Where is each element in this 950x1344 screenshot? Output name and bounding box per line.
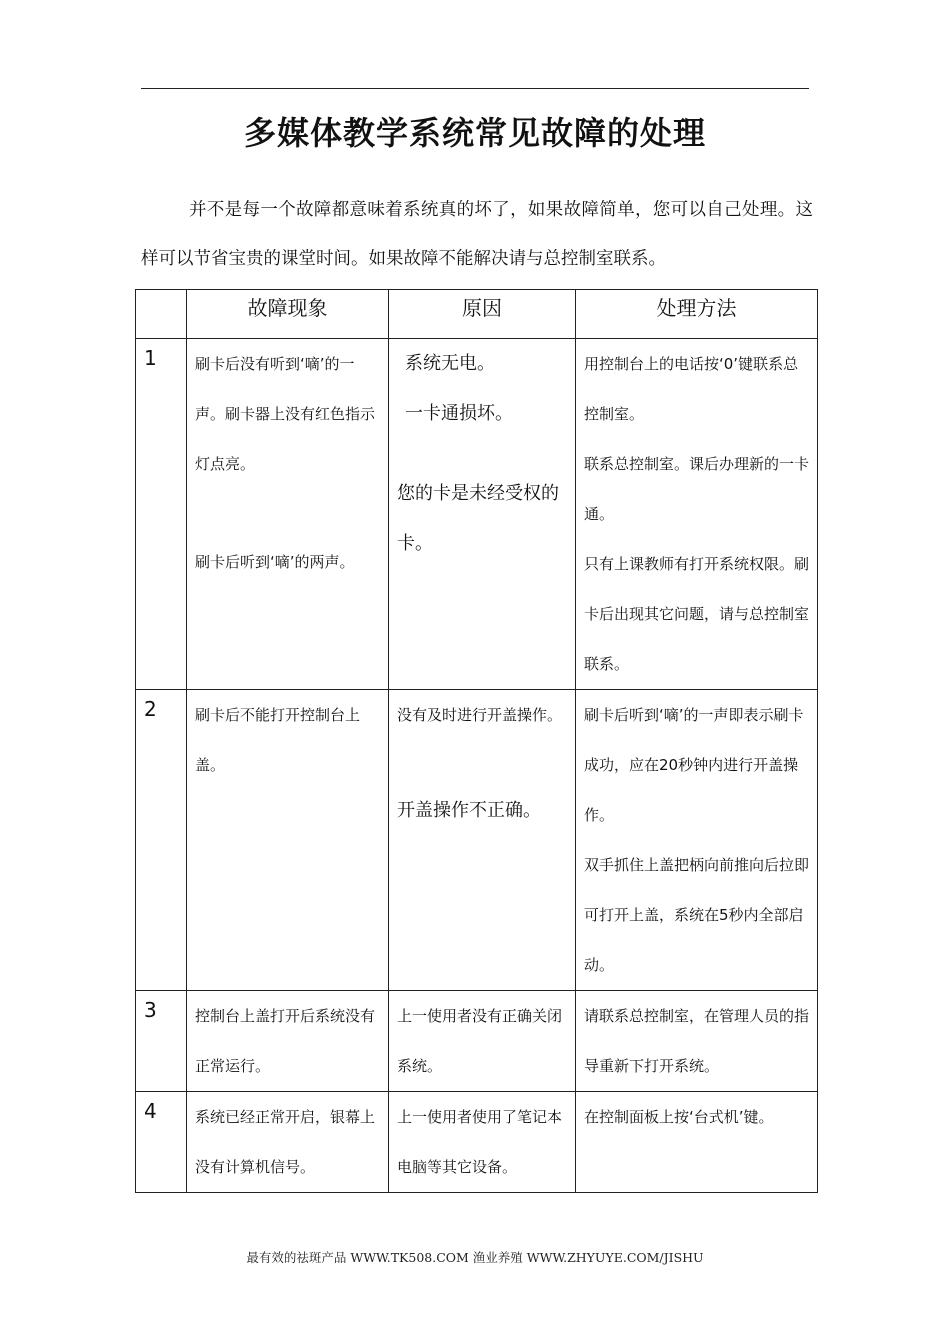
document-title: 多媒体教学系统常见故障的处理 — [243, 114, 706, 152]
cause-text: 开盖操作不正确。 — [397, 800, 541, 821]
cause-text: 上一使用者使用了笔记本电脑等其它设备。 — [397, 1108, 563, 1176]
header-num — [136, 290, 187, 339]
header-symptom: 故障现象 — [187, 290, 389, 339]
solution-cell — [576, 1092, 818, 1193]
solution-text: 联系总控制室。课后办理新的一卡通。 — [584, 455, 810, 523]
solution-text: 在控制面板上按‘台式机’键。 — [584, 1108, 774, 1126]
solution-text: 双手抓住上盖把柄向前推向后拉即可打开上盖，系统在5秒内全部启动。 — [584, 856, 810, 974]
cause-text: 您的卡是未经受权的卡。 — [397, 483, 559, 554]
symptom-text: 系统已经正常开启，银幕上没有计算机信号。 — [195, 1108, 376, 1176]
cause-cell — [389, 690, 576, 991]
cause-text: 一卡通损坏。 — [405, 403, 513, 424]
row-number: 1 — [136, 339, 187, 690]
symptom-text: 刷卡后没有听到‘嘀’的一声。刷卡器上没有红色指示灯点亮。 — [195, 355, 376, 473]
table-row — [136, 339, 818, 690]
solution-text: 请联系总控制室，在管理人员的指导重新下打开系统。 — [584, 1007, 810, 1075]
cause-cell — [389, 339, 576, 690]
header-rule — [141, 88, 809, 89]
table-header-row — [136, 290, 818, 339]
intro-paragraph: 并不是每一个故障都意味着系统真的坏了，如果故障简单，您可以自己处理。这样可以节省宝贵的课堂时间。如果故障不能解决请与总控制室联系。 — [141, 200, 813, 269]
cause-cell — [389, 991, 576, 1092]
cause-text: 系统无电。 — [405, 353, 495, 374]
symptom-cell — [187, 690, 389, 991]
symptom-cell — [187, 991, 389, 1092]
fault-table — [135, 289, 818, 1193]
header-solution: 处理方法 — [576, 290, 818, 339]
table-row — [136, 991, 818, 1092]
solution-cell — [576, 991, 818, 1092]
solution-cell — [576, 690, 818, 991]
solution-cell — [576, 339, 818, 690]
row-number: 2 — [136, 690, 187, 991]
solution-text: 用控制台上的电话按‘0’键联系总控制室。 — [584, 355, 799, 423]
cause-text: 没有及时进行开盖操作。 — [397, 706, 563, 724]
row-number: 4 — [136, 1092, 187, 1193]
cause-text: 上一使用者没有正确关闭系统。 — [397, 1007, 563, 1075]
page-footer: 最有效的祛斑产品 WWW.TK508.COM 渔业养殖 WWW.ZHYUYE.COM/JISHU — [246, 1250, 704, 1265]
row-number: 3 — [136, 991, 187, 1092]
symptom-text: 控制台上盖打开后系统没有正常运行。 — [195, 1007, 376, 1075]
symptom-text: 刷卡后听到‘嘀’的两声。 — [195, 553, 355, 571]
table-row — [136, 690, 818, 991]
symptom-cell — [187, 1092, 389, 1193]
symptom-text: 刷卡后不能打开控制台上盖。 — [195, 706, 361, 774]
table-row — [136, 1092, 818, 1193]
solution-text: 刷卡后听到‘嘀’的一声即表示刷卡成功，应在20秒钟内进行开盖操作。 — [584, 706, 804, 824]
header-cause: 原因 — [389, 290, 576, 339]
symptom-cell — [187, 339, 389, 690]
solution-text: 只有上课教师有打开系统权限。刷卡后出现其它问题，请与总控制室联系。 — [584, 555, 810, 673]
cause-cell — [389, 1092, 576, 1193]
